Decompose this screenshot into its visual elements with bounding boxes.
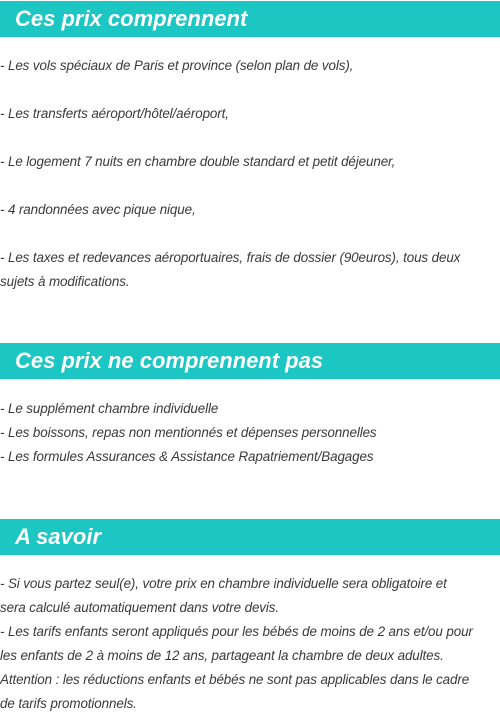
section-header-good-to-know: A savoir xyxy=(0,519,500,555)
section-header-included: Ces prix comprennent xyxy=(0,1,500,37)
info-line-children-continued: les enfants de 2 à moins de 12 ans, partageant la chambre de deux adultes. xyxy=(0,648,444,663)
included-item-taxes-continued: sujets à modifications. xyxy=(0,274,130,289)
info-line-children: - Les tarifs enfants seront appliqués pour les bébés de moins de 2 ans et/ou pour xyxy=(0,624,473,639)
included-item-transfers: - Les transferts aéroport/hôtel/aéroport, xyxy=(0,106,229,121)
excluded-item-insurance: - Les formules Assurances & Assistance Rapatriement/Bagages xyxy=(0,449,374,464)
info-line-solo-continued: sera calculé automatiquement dans votre devis. xyxy=(0,600,279,615)
info-line-solo: - Si vous partez seul(e), votre prix en chambre individuelle sera obligatoire et xyxy=(0,576,447,591)
included-item-taxes: - Les taxes et redevances aéroportuaires, frais de dossier (90euros), tous deux xyxy=(0,250,461,265)
included-item-flights: - Les vols spéciaux de Paris et province (selon plan de vols), xyxy=(0,58,354,73)
excluded-item-single-room: - Le supplément chambre individuelle xyxy=(0,401,219,416)
info-line-attention: Attention : les réductions enfants et bébés ne sont pas applicables dans le cadre xyxy=(0,672,470,687)
excluded-item-drinks: - Les boissons, repas non mentionnés et dépenses personnelles xyxy=(0,425,377,440)
included-item-hikes: - 4 randonnées avec pique nique, xyxy=(0,202,196,217)
included-item-lodging: - Le logement 7 nuits en chambre double standard et petit déjeuner, xyxy=(0,154,396,169)
info-line-attention-continued: de tarifs promotionnels. xyxy=(0,696,137,711)
section-header-not-included: Ces prix ne comprennent pas xyxy=(0,343,500,379)
